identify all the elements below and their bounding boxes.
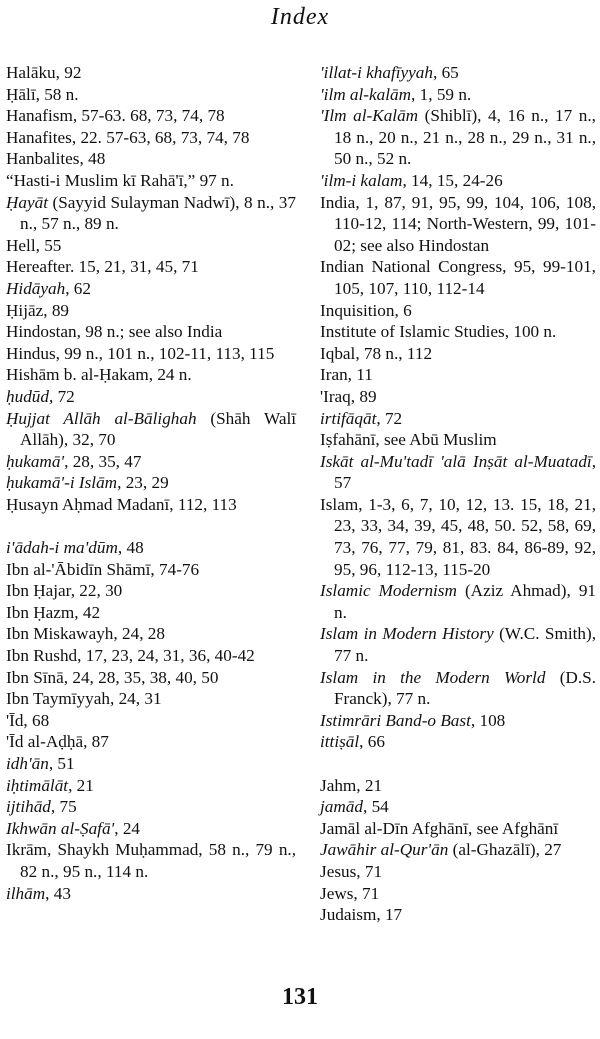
index-references: , 112, 113 bbox=[169, 494, 237, 514]
index-entry bbox=[6, 235, 296, 257]
index-term: Ḥijāz bbox=[6, 300, 44, 320]
index-references: (W.C. Smith), 77 n. bbox=[334, 624, 596, 666]
index-term: Hindostan bbox=[6, 322, 77, 342]
index-entry bbox=[320, 623, 596, 666]
index-references: , 6 bbox=[394, 300, 412, 320]
index-entry bbox=[320, 451, 596, 494]
index-entry bbox=[320, 343, 596, 365]
index-term: Ibn Miskawayh bbox=[6, 624, 114, 644]
index-references: , 54 bbox=[362, 797, 389, 817]
index-term: iḥtimālāt bbox=[6, 775, 69, 795]
index-term: Ibn al-'Ābidīn Shāmī bbox=[6, 559, 151, 579]
index-entry bbox=[6, 494, 296, 516]
index-references: , 87 bbox=[83, 732, 109, 752]
index-entry bbox=[320, 580, 596, 623]
index-term: ḥukamā'-i Islām bbox=[6, 473, 118, 493]
index-entry bbox=[6, 321, 296, 343]
index-term: “Hasti-i Muslim kī Rahā'ī,” bbox=[6, 170, 196, 190]
page-number: 131 bbox=[282, 984, 318, 1010]
index-entry bbox=[6, 645, 296, 667]
index-references: , 43 bbox=[45, 883, 71, 903]
index-entry bbox=[320, 62, 596, 84]
index-entry bbox=[6, 105, 296, 127]
index-references: , 75 bbox=[50, 797, 77, 817]
index-term: Ibn Rushd bbox=[6, 646, 78, 666]
index-term: Indian National Congress bbox=[320, 257, 503, 277]
index-term: 'Ilm al-Kalām bbox=[320, 106, 419, 126]
index-references: , 89 bbox=[43, 300, 70, 320]
index-entry bbox=[6, 731, 296, 753]
index-entry bbox=[320, 408, 596, 430]
index-references: , 17 bbox=[376, 905, 403, 925]
index-entry bbox=[6, 667, 296, 689]
index-term: Hishām b. al-Ḥakam bbox=[6, 365, 149, 385]
index-entry bbox=[320, 256, 596, 299]
index-references: , 57-63. 68, 73, 74, 78 bbox=[72, 106, 225, 126]
index-entry bbox=[6, 472, 296, 494]
index-term: Ḥālī bbox=[6, 84, 36, 104]
index-term: Institute of Islamic Studies bbox=[320, 322, 505, 342]
index-term: Jesus bbox=[320, 861, 357, 881]
index-references: , 108 bbox=[470, 710, 506, 730]
index-references: , 98 n.; see also India bbox=[76, 322, 223, 342]
index-term: Jews bbox=[320, 883, 354, 903]
index-entry bbox=[320, 883, 596, 905]
index-references: , 48 bbox=[79, 149, 106, 169]
index-entry bbox=[320, 667, 596, 710]
index-references: 97 n. bbox=[195, 170, 234, 190]
index-references: , 72 bbox=[48, 386, 75, 406]
index-entry bbox=[320, 105, 596, 170]
index-entry bbox=[320, 321, 596, 343]
index-term: Jahm bbox=[320, 775, 357, 795]
index-entry bbox=[6, 300, 296, 322]
index-references: , 58 n., 79 n., 82 n., 95 n., 114 n. bbox=[20, 840, 296, 881]
index-entry bbox=[320, 904, 596, 926]
index-references: , 66 bbox=[359, 732, 385, 752]
index-term: Ḥujjat Allāh al-Bālighah bbox=[6, 408, 197, 428]
index-term: ḥudūd bbox=[6, 386, 49, 406]
index-references: , 68 bbox=[23, 710, 50, 730]
index-entry bbox=[320, 839, 596, 861]
index-references: , 21 bbox=[68, 775, 94, 795]
index-term: Iṣfahānī bbox=[320, 430, 376, 450]
index-entry bbox=[6, 451, 296, 473]
index-references: , 72 bbox=[376, 408, 403, 428]
index-entry bbox=[6, 192, 296, 235]
index-references: , 62 bbox=[65, 278, 91, 298]
index-term: Ḥusayn Aḥmad Madanī bbox=[6, 494, 170, 514]
index-entry bbox=[6, 559, 296, 581]
index-term: Islam in the Modern World bbox=[320, 667, 546, 687]
index-entry bbox=[6, 623, 296, 645]
index-references: , 1, 59 n. bbox=[411, 84, 472, 104]
index-entry bbox=[320, 364, 596, 386]
index-term: 'Īd al-Aḍḥā bbox=[6, 732, 84, 752]
index-entry bbox=[6, 343, 296, 365]
index-term: Istimrāri Band-o Bast bbox=[320, 710, 471, 730]
index-references: (al-Ghazālī), 27 bbox=[448, 840, 562, 860]
index-term: 'ilm al-kalām bbox=[320, 84, 412, 104]
index-term: India bbox=[320, 192, 356, 212]
index-references: , 24 n. bbox=[148, 365, 192, 385]
index-entry bbox=[6, 818, 296, 840]
index-entry bbox=[6, 753, 296, 775]
index-references: , 28, 35, 47 bbox=[64, 451, 142, 471]
index-entry bbox=[6, 256, 296, 278]
index-entry bbox=[6, 127, 296, 149]
index-entry bbox=[320, 494, 596, 580]
index-entry bbox=[6, 688, 296, 710]
index-entry bbox=[6, 710, 296, 732]
index-term: Hereafter bbox=[6, 257, 70, 277]
index-term: Ibn Ḥajar bbox=[6, 581, 71, 601]
index-references: , 100 n. bbox=[504, 322, 557, 342]
index-term: Ibn Taymīyyah bbox=[6, 689, 110, 709]
index-term: ijtihād bbox=[6, 797, 51, 817]
index-references: (Aziz Ahmad), 91 n. bbox=[334, 581, 597, 622]
index-references: , 42 bbox=[74, 602, 101, 622]
index-term: Iqbal bbox=[320, 343, 356, 363]
index-term: ilhām bbox=[6, 883, 46, 903]
index-term: Ḥayāt bbox=[6, 192, 49, 212]
index-term: Hell bbox=[6, 235, 36, 255]
index-references: , 95, 99-101, 105, 107, 110, 112-14 bbox=[334, 257, 596, 298]
index-references: , 89 bbox=[350, 386, 377, 406]
index-term: Iskāt al-Mu'tadī 'alā Inṣāt al-Muatadī bbox=[320, 451, 592, 471]
index-references: , 99 n., 101 n., 102-11, 113, 115 bbox=[55, 343, 275, 363]
index-references: (Shāh Walī Allāh), 32, 70 bbox=[20, 408, 296, 450]
index-term: Ikhwān al-Ṣafā' bbox=[6, 818, 115, 838]
index-entry bbox=[6, 408, 296, 451]
index-entry bbox=[320, 861, 596, 883]
index-entry bbox=[6, 602, 296, 624]
index-term: Jamāl al-Dīn Afghānī bbox=[320, 818, 468, 838]
index-column-right bbox=[320, 62, 596, 926]
index-entry bbox=[6, 796, 296, 818]
index-references: , 24, 31 bbox=[109, 689, 162, 709]
index-entry bbox=[320, 170, 596, 192]
index-entry bbox=[6, 386, 296, 408]
index-entry bbox=[6, 775, 296, 797]
index-entry bbox=[6, 364, 296, 386]
index-references: , 1, 87, 91, 95, 99, 104, 106, 108, 110-12, 114; North-Western, 99, 101-02; see also Hindostan bbox=[334, 192, 596, 255]
index-term: Ibn Ḥazm bbox=[6, 602, 75, 622]
index-references: , 24, 28 bbox=[113, 624, 165, 644]
index-references: , 21 bbox=[356, 775, 383, 795]
index-references: , 58 n. bbox=[35, 84, 79, 104]
index-term: Islam in Modern History bbox=[320, 624, 494, 644]
index-term: Hindus bbox=[6, 343, 56, 363]
index-entry bbox=[6, 883, 296, 905]
index-references: , 92 bbox=[55, 63, 82, 82]
index-entry bbox=[320, 386, 596, 408]
page-title: Index bbox=[270, 4, 330, 30]
index-entry bbox=[6, 84, 296, 106]
index-references: , 74-76 bbox=[150, 559, 200, 579]
index-entry bbox=[320, 731, 596, 753]
index-references: , 23, 29 bbox=[117, 473, 169, 493]
letter-section-gap bbox=[6, 515, 296, 537]
index-term: Inquisition bbox=[320, 300, 395, 320]
index-references: , 11 bbox=[347, 365, 373, 385]
index-entry bbox=[320, 710, 596, 732]
letter-section-gap bbox=[320, 753, 596, 775]
index-term: 'illat-i khafīyyah bbox=[320, 63, 433, 82]
index-entry bbox=[320, 775, 596, 797]
index-entry bbox=[6, 278, 296, 300]
index-entry bbox=[6, 537, 296, 559]
index-term: Halāku bbox=[6, 63, 56, 82]
index-term: Islam bbox=[320, 494, 359, 514]
index-references: , 22. 57-63, 68, 73, 74, 78 bbox=[71, 127, 250, 147]
index-entry bbox=[6, 839, 296, 882]
index-term: i'ādah-i ma'dūm bbox=[6, 538, 118, 558]
index-term: ittiṣāl bbox=[320, 732, 360, 752]
index-term: Iran bbox=[320, 365, 348, 385]
index-references: , 78 n., 112 bbox=[355, 343, 433, 363]
index-references: , 71 bbox=[356, 861, 383, 881]
index-entry bbox=[6, 148, 296, 170]
index-references: , 48 bbox=[117, 538, 144, 558]
index-entry bbox=[6, 62, 296, 84]
index-references: (Shiblī), 4, 16 n., 17 n., 18 n., 20 n., 21 n., 28 n., 29 n., 31 n., 50 n., 52 n. bbox=[334, 106, 596, 169]
index-references: , 51 bbox=[48, 754, 75, 773]
index-term: Hanbalites bbox=[6, 149, 80, 169]
index-entry bbox=[320, 796, 596, 818]
index-references: (Sayyid Sulayman Nadwī), 8 n., 37 n., 57 n., 89 n. bbox=[20, 192, 296, 234]
index-references: , 1-3, 6, 7, 10, 12, 13. 15, 18, 21, 23, 33, 34, 39, 45, 48, 50. 52, 58, 69, 73, 76, 77, 79, 81, 83. 84, 86-89, 92, 95, 96, 112-13, 115-20 bbox=[334, 494, 596, 579]
index-references: , 57 bbox=[334, 451, 596, 493]
index-term: Judaism bbox=[320, 905, 377, 925]
index-references: , see Abū Muslim bbox=[375, 430, 497, 450]
index-term: Hanafism bbox=[6, 106, 73, 126]
index-term: Hanafites bbox=[6, 127, 72, 147]
index-references: . 15, 21, 31, 45, 71 bbox=[69, 257, 199, 277]
index-references: , 22, 30 bbox=[70, 581, 123, 601]
index-entry bbox=[320, 192, 596, 257]
index-entry bbox=[320, 429, 596, 451]
index-term: irtifāqāt bbox=[320, 408, 377, 428]
index-term: Jawāhir al-Qur'ān bbox=[320, 840, 449, 860]
index-term: Ikrām, Shaykh Muḥammad bbox=[6, 840, 199, 860]
index-term: 'Īd bbox=[6, 710, 24, 730]
index-entry bbox=[6, 170, 296, 192]
index-term: ḥukamā' bbox=[6, 451, 65, 471]
index-term: 'Iraq bbox=[320, 386, 351, 406]
index-references: , 14, 15, 24-26 bbox=[402, 170, 503, 190]
index-references: , see Afghānī bbox=[467, 818, 559, 838]
index-entry bbox=[320, 84, 596, 106]
index-term: Islamic Modernism bbox=[320, 581, 457, 601]
index-references: , 24, 28, 35, 38, 40, 50 bbox=[63, 667, 219, 687]
index-term: 'ilm-i kalam bbox=[320, 170, 403, 190]
index-term: Hidāyah bbox=[6, 278, 66, 298]
index-entry bbox=[320, 300, 596, 322]
index-references: , 71 bbox=[353, 883, 380, 903]
index-references: , 17, 23, 24, 31, 36, 40-42 bbox=[77, 646, 255, 666]
index-references: , 65 bbox=[432, 63, 459, 82]
index-term: jamād bbox=[320, 797, 363, 817]
index-entry bbox=[6, 580, 296, 602]
index-term: idh'ān bbox=[6, 754, 49, 773]
index-entry bbox=[320, 818, 596, 840]
index-references: , 24 bbox=[114, 818, 141, 838]
index-column-left bbox=[6, 62, 296, 904]
index-term: Ibn Sīnā bbox=[6, 667, 64, 687]
index-references: , 55 bbox=[35, 235, 62, 255]
index-references: (D.S. Franck), 77 n. bbox=[334, 667, 596, 709]
